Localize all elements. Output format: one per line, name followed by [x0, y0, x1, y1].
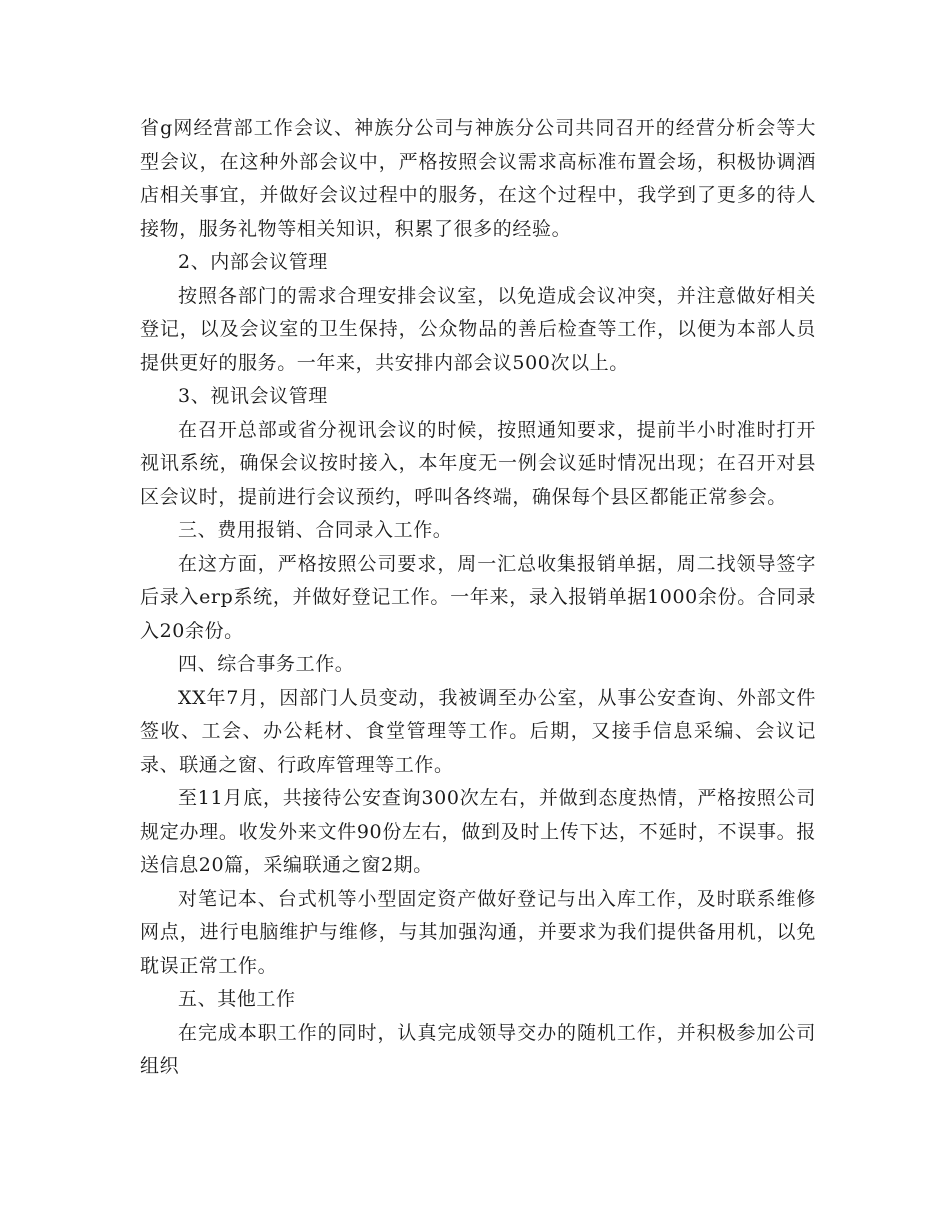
heading-general-affairs: 四、综合事务工作。 [178, 653, 355, 675]
heading-video-meeting-management: 3、视讯会议管理 [178, 385, 328, 407]
heading-internal-meeting-management: 2、内部会议管理 [178, 251, 328, 273]
heading-expense-contract-entry: 三、费用报销、合同录入工作。 [178, 519, 453, 541]
paragraph-general-affairs-1: XX年7月，因部门人员变动，我被调至办公室，从事公安查询、外部文件签收、工会、办公耗材、食堂管理等工作。后期，又接手信息采编、会议记录、联通之窗、行政库管理等工作。 [140, 686, 816, 776]
paragraph-general-affairs-3: 对笔记本、台式机等小型固定资产做好登记与出入库工作，及时联系维修网点，进行电脑维护与维修，与其加强沟通，并要求为我们提供备用机，以免耽误正常工作。 [140, 887, 816, 977]
paragraph-expense-contract: 在这方面，严格按照公司要求，周一汇总收集报销单据，周二找领导签字后录入erp系统，并做好登记工作。一年来，录入报销单据1000余份。合同录入20余份。 [140, 552, 816, 642]
heading-other-work: 五、其他工作 [178, 988, 296, 1010]
paragraph-video-meetings: 在召开总部或省分视讯会议的时候，按照通知要求，提前半小时准时打开视讯系统，确保会议按时接入，本年度无一例会议延时情况出现；在召开对县区会议时，提前进行会议预约，呼叫各终端，确保每个县区都能正常参会。 [140, 418, 816, 508]
paragraph-internal-meetings: 按照各部门的需求合理安排会议室，以免造成会议冲突，并注意做好相关登记，以及会议室的卫生保持，公众物品的善后检查等工作，以便为本部人员提供更好的服务。一年来，共安排内部会议500次以上。 [140, 284, 816, 374]
paragraph-other-work: 在完成本职工作的同时，认真完成领导交办的随机工作，并积极参加公司组织 [140, 1021, 816, 1077]
paragraph-general-affairs-2: 至11月底，共接待公安查询300次左右，并做到态度热情，严格按照公司规定办理。收发外来文件90份左右，做到及时上传下达，不延时，不误事。报送信息20篇，采编联通之窗2期。 [140, 787, 816, 876]
paragraph-external-meetings: 省g网经营部工作会议、神族分公司与神族分公司共同召开的经营分析会等大型会议，在这种外部会议中，严格按照会议需求高标准布置会场，积极协调酒店相关事宜，并做好会议过程中的服务，在这个过程中，我学到了更多的待人接物，服务礼物等相关知识，积累了很多的经验。 [140, 117, 816, 240]
document-body [140, 112, 816, 1084]
